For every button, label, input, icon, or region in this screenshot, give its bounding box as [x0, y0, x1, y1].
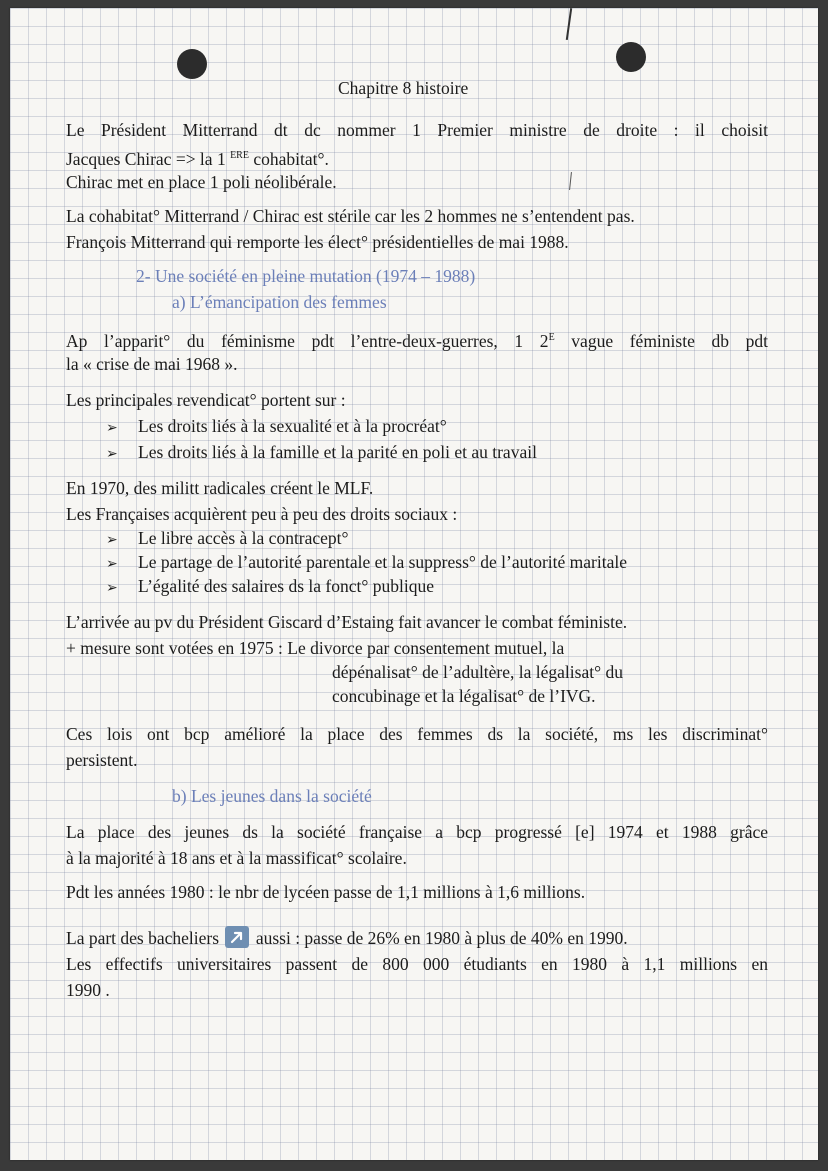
bullet-item: ➢ Le libre accès à la contracept°	[106, 526, 349, 552]
notebook-page	[10, 8, 818, 1160]
bullet-item: ➢ Les droits liés à la famille et la parité en poli et au travail	[106, 440, 537, 466]
text-line: dépénalisat° de l’adultère, la légalisat° du	[332, 662, 623, 682]
arrowhead-bullet-icon: ➢	[106, 420, 118, 436]
text-line: Les effectifs universitaires passent de 800 000 étudiants en 1980 à 1,1 millions en	[66, 954, 768, 974]
text-line: + mesure sont votées en 1975 : Le divorce par consentement mutuel, la	[66, 638, 565, 658]
text-line: La cohabitat° Mitterrand / Chirac est stérile car les 2 hommes ne s’entendent pas.	[66, 206, 635, 226]
text-line: La part des bacheliers aussi : passe de 26% en 1980 à plus de 40% en 1990.	[66, 928, 628, 948]
text-line: 1990 .	[66, 980, 110, 1000]
bullet-item: ➢ Le partage de l’autorité parentale et la suppress° de l’autorité maritale	[106, 550, 627, 576]
text-line: Ap l’apparit° du féminisme pdt l’entre-deux-guerres, 1 $2^E$ vague féministe db pdt	[66, 331, 768, 351]
text-line: à la majorité à 18 ans et à la massificat° scolaire.	[66, 848, 407, 868]
text-line: la « crise de mai 1968 ».	[66, 354, 238, 374]
arrowhead-bullet-icon: ➢	[106, 580, 118, 596]
text-line: François Mitterrand qui remporte les élect° présidentielles de mai 1988.	[66, 232, 569, 252]
text-line: Pdt les années 1980 : le nbr de lycéen passe de 1,1 millions à 1,6 millions.	[66, 882, 586, 902]
text-line: persistent.	[66, 750, 138, 770]
arrowhead-bullet-icon: ➢	[106, 446, 118, 462]
arrowhead-bullet-icon: ➢	[106, 556, 118, 572]
text-line: Ces lois ont bcp amélioré la place des femmes ds la société, ms les discriminat°	[66, 724, 768, 744]
text-line: Les Françaises acquièrent peu à peu des droits sociaux :	[66, 504, 458, 524]
page-content	[10, 8, 818, 1160]
text-line: L’arrivée au pv du Président Giscard d’Estaing fait avancer le combat féministe.	[66, 612, 628, 632]
increase-arrow-icon	[225, 926, 249, 948]
subsection-heading: b) Les jeunes dans la société	[172, 786, 372, 806]
text-line: La place des jeunes ds la société française a bcp progressé [e] 1974 et 1988 grâce	[66, 822, 768, 842]
section-heading: 2- Une société en pleine mutation (1974 – 1988)	[136, 266, 476, 286]
text-line: Chirac met en place 1 poli néolibérale.	[66, 172, 337, 192]
subsection-heading: a) L’émancipation des femmes	[172, 292, 387, 312]
bullet-item: ➢ L’égalité des salaires ds la fonct° publique	[106, 574, 434, 600]
text-line: En 1970, des militt radicales créent le MLF.	[66, 478, 374, 498]
text-line: concubinage et la légalisat° de l’IVG.	[332, 686, 596, 706]
text-line: Jacques Chirac => la 1 $^{ERE}$ cohabitat°.	[66, 149, 329, 169]
text-line: Les principales revendicat° portent sur :	[66, 390, 346, 410]
page-title: Chapitre 8 histoire	[338, 78, 469, 98]
arrowhead-bullet-icon: ➢	[106, 532, 118, 548]
text-line: Le Président Mitterrand dt dc nommer 1 Premier ministre de droite : il choisit	[66, 120, 768, 140]
bullet-item: ➢ Les droits liés à la sexualité et à la procréat°	[106, 414, 447, 440]
